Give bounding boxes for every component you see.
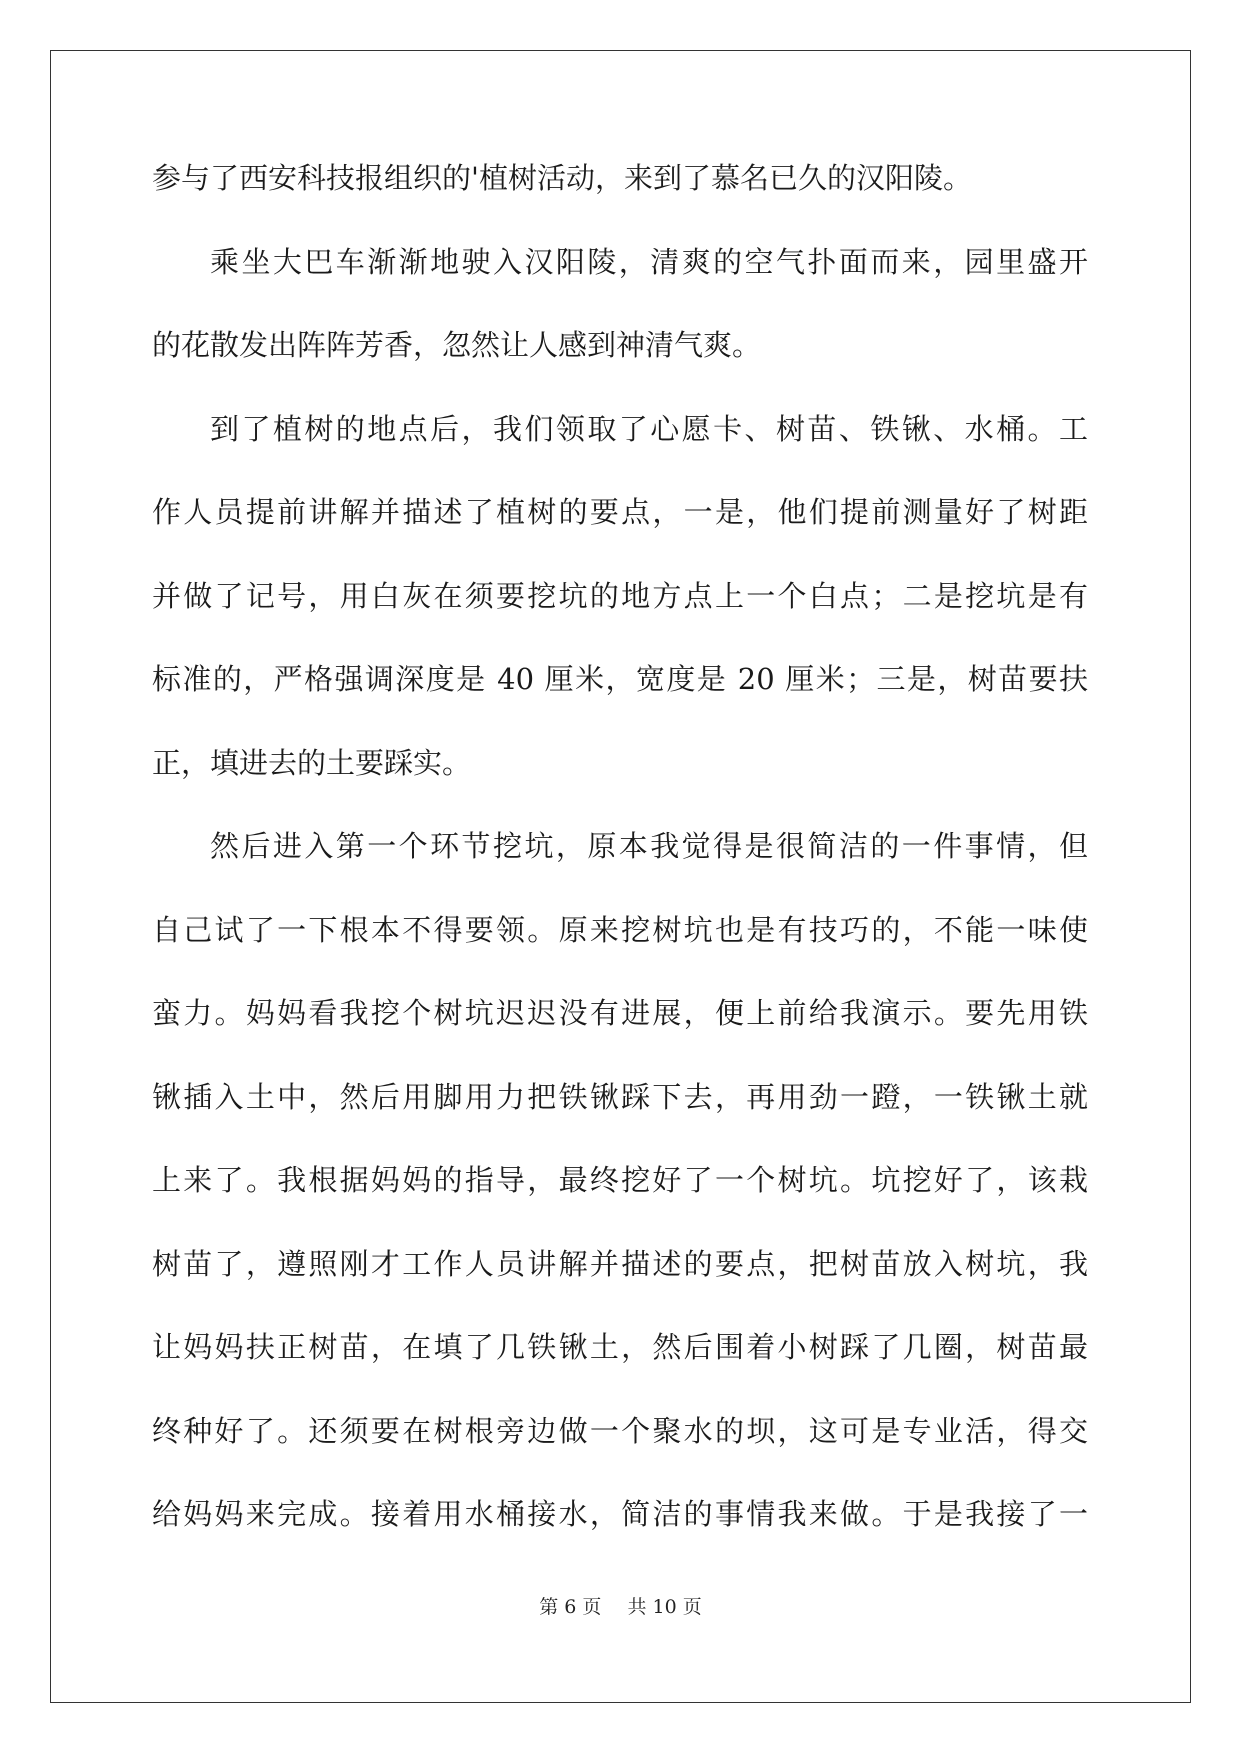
text-line: 标准的，严格强调深度是 40 厘米，宽度是 20 厘米；三是，树苗要扶 bbox=[152, 662, 1088, 696]
text-line: 自己试了一下根本不得要领。原来挖树坑也是有技巧的，不能一味使 bbox=[152, 912, 1088, 947]
text-line: 树苗了，遵照刚才工作人员讲解并描述的要点，把树苗放入树坑，我 bbox=[152, 1246, 1088, 1281]
text-line: 参与了西安科技报组织的'植树活动，来到了慕名已久的汉阳陵。 bbox=[152, 161, 972, 195]
text-line: 乘坐大巴车渐渐地驶入汉阳陵，清爽的空气扑面而来，园里盛开 bbox=[210, 244, 1088, 279]
text-line: 并做了记号，用白灰在须要挖坑的地方点上一个白点；二是挖坑是有 bbox=[152, 578, 1088, 613]
text-line: 正，填进去的土要踩实。 bbox=[152, 745, 472, 780]
page-footer bbox=[0, 1592, 1241, 1619]
text-line: 锹插入土中，然后用脚用力把铁锹踩下去，再用劲一蹬，一铁锹土就 bbox=[152, 1079, 1088, 1114]
page-number: 第 6 页 bbox=[539, 1596, 602, 1618]
text-line: 蛮力。妈妈看我挖个树坑迟迟没有进展，便上前给我演示。要先用铁 bbox=[152, 996, 1088, 1030]
document-body bbox=[152, 163, 1088, 1583]
text-line: 作人员提前讲解并描述了植树的要点，一是，他们提前测量好了树距 bbox=[152, 495, 1088, 529]
text-line: 的花散发出阵阵芳香，忽然让人感到神清气爽。 bbox=[152, 328, 762, 362]
text-line: 然后进入第一个环节挖坑，原本我觉得是很简洁的一件事情，但 bbox=[210, 829, 1088, 863]
text-line: 到了植树的地点后，我们领取了心愿卡、树苗、铁锹、水桶。工 bbox=[210, 411, 1088, 446]
text-line: 让妈妈扶正树苗，在填了几铁锹土，然后围着小树踩了几圈，树苗最 bbox=[152, 1330, 1088, 1364]
page-total: 共 10 页 bbox=[627, 1596, 702, 1618]
text-line: 给妈妈来完成。接着用水桶接水，简洁的事情我来做。于是我接了一 bbox=[152, 1497, 1088, 1531]
text-line: 终种好了。还须要在树根旁边做一个聚水的坝，这可是专业活，得交 bbox=[152, 1413, 1088, 1448]
text-line: 上来了。我根据妈妈的指导，最终挖好了一个树坑。坑挖好了，该栽 bbox=[152, 1163, 1088, 1197]
